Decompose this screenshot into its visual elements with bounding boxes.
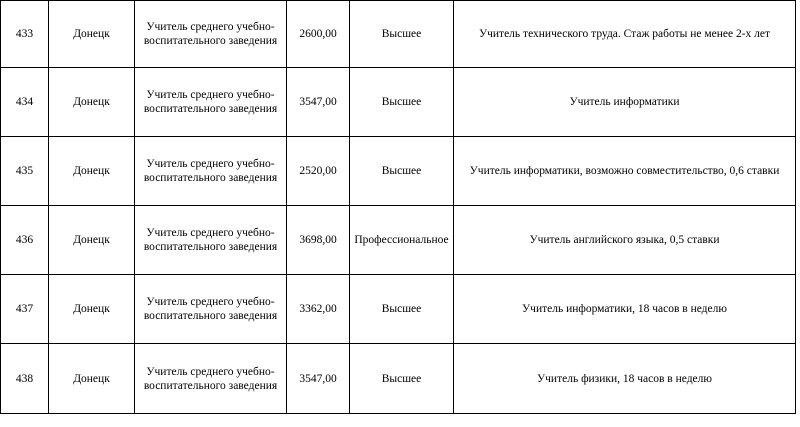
salary-cell: 3547,00 bbox=[287, 344, 350, 414]
notes-cell: Учитель английского языка, 0,5 ставки bbox=[454, 206, 796, 275]
position-line-1: Учитель среднего учебно- bbox=[146, 365, 275, 378]
education-cell: Высшее bbox=[350, 68, 454, 137]
city-cell: Донецк bbox=[49, 344, 135, 414]
table-row bbox=[1, 206, 796, 275]
table-row bbox=[1, 1, 796, 68]
position-line-1: Учитель среднего учебно- bbox=[146, 158, 275, 170]
table-row bbox=[1, 68, 796, 137]
position-line-1: Учитель среднего учебно- bbox=[146, 227, 275, 239]
notes-cell: Учитель информатики, возможно совместительство, 0,6 ставки bbox=[454, 137, 796, 206]
salary-cell: 2600,00 bbox=[287, 1, 350, 68]
education-cell: Высшее bbox=[350, 275, 454, 344]
position-line-1: Учитель среднего учебно- bbox=[146, 89, 275, 101]
notes-cell: Учитель технического труда. Стаж работы не менее 2-х лет bbox=[454, 1, 796, 68]
city-cell: Донецк bbox=[49, 68, 135, 137]
position-line-1: Учитель среднего учебно- bbox=[146, 296, 275, 308]
city-cell: Донецк bbox=[49, 206, 135, 275]
notes-cell: Учитель информатики bbox=[454, 68, 796, 137]
position-cell bbox=[135, 344, 287, 414]
table-row bbox=[1, 344, 796, 414]
education-cell: Высшее bbox=[350, 1, 454, 68]
position-line-2: воспитательного заведения bbox=[143, 241, 278, 253]
position-line-2: воспитательного заведения bbox=[143, 379, 278, 392]
salary-cell: 2520,00 bbox=[287, 137, 350, 206]
city-cell: Донецк bbox=[49, 1, 135, 68]
salary-cell: 3362,00 bbox=[287, 275, 350, 344]
position-cell bbox=[135, 206, 287, 275]
position-line-2: воспитательного заведения bbox=[143, 172, 278, 184]
education-cell: Профессиональное bbox=[350, 206, 454, 275]
city-cell: Донецк bbox=[49, 275, 135, 344]
notes-cell: Учитель информатики, 18 часов в неделю bbox=[454, 275, 796, 344]
position-line-1: Учитель среднего учебно- bbox=[146, 21, 275, 33]
salary-cell: 3547,00 bbox=[287, 68, 350, 137]
table-row bbox=[1, 275, 796, 344]
position-line-2: воспитательного заведения bbox=[143, 35, 278, 47]
row-number: 433 bbox=[1, 1, 49, 68]
position-cell bbox=[135, 137, 287, 206]
salary-cell: 3698,00 bbox=[287, 206, 350, 275]
row-number: 435 bbox=[1, 137, 49, 206]
education-cell: Высшее bbox=[350, 137, 454, 206]
row-number: 434 bbox=[1, 68, 49, 137]
position-line-2: воспитательного заведения bbox=[143, 310, 278, 322]
position-cell bbox=[135, 1, 287, 68]
row-number: 436 bbox=[1, 206, 49, 275]
city-cell: Донецк bbox=[49, 137, 135, 206]
education-cell: Высшее bbox=[350, 344, 454, 414]
row-number: 438 bbox=[1, 344, 49, 414]
position-cell bbox=[135, 275, 287, 344]
position-cell bbox=[135, 68, 287, 137]
notes-cell: Учитель физики, 18 часов в неделю bbox=[454, 344, 796, 414]
position-line-2: воспитательного заведения bbox=[143, 103, 278, 115]
table-row bbox=[1, 137, 796, 206]
row-number: 437 bbox=[1, 275, 49, 344]
